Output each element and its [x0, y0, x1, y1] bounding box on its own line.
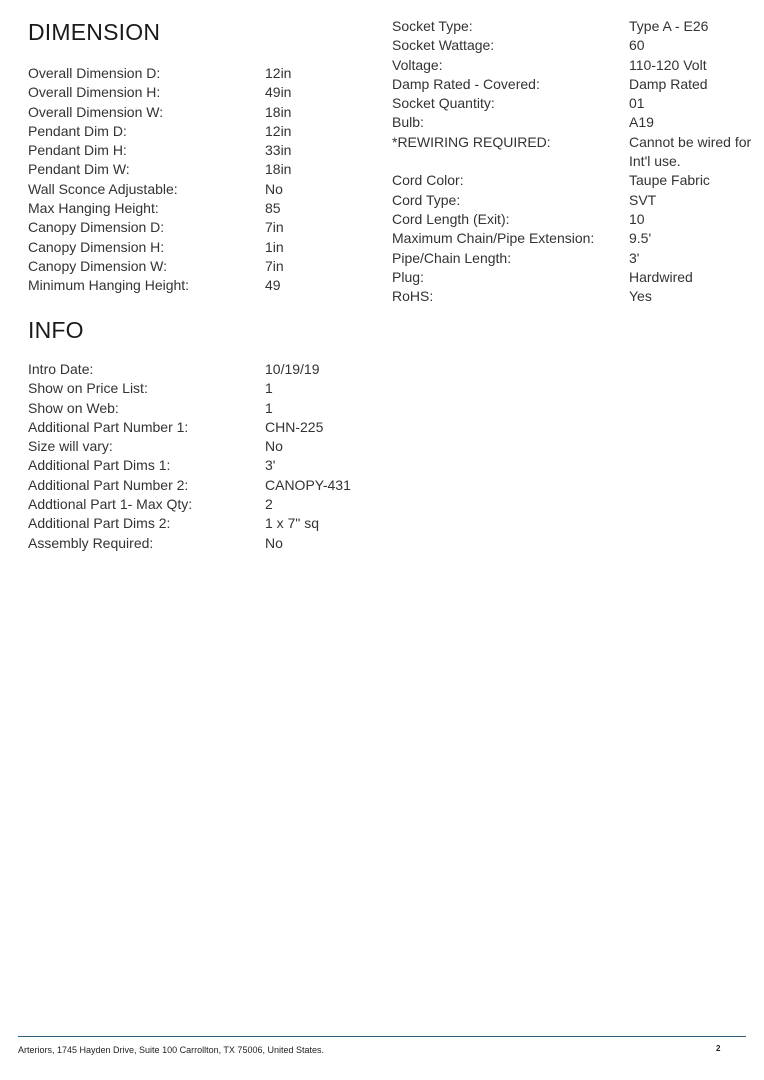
info-value: 10/19/19: [265, 361, 320, 377]
info-value: 1: [265, 380, 273, 397]
dimension-label: Pendant Dim D:: [28, 122, 127, 139]
info-row: [28, 514, 368, 533]
spec-row: [392, 56, 752, 75]
dimension-label: Max Hanging Height:: [28, 200, 159, 217]
info-heading: INFO: [28, 317, 84, 343]
spec-label: Bulb:: [392, 114, 424, 131]
dimension-value: 85: [265, 200, 281, 217]
dimension-row: [28, 276, 368, 295]
spec-row: [392, 191, 752, 210]
spec-label: Pipe/Chain Length:: [392, 249, 512, 266]
spec-label: RoHS:: [392, 288, 434, 305]
spec-label: Maximum Chain/Pipe Extension:: [392, 230, 595, 247]
info-value: CANOPY-431: [265, 476, 351, 493]
dimension-value: 49: [265, 277, 281, 294]
info-label: Intro Date:: [28, 361, 94, 377]
dimension-value: 12in: [265, 122, 292, 139]
spec-label: Plug:: [392, 268, 424, 285]
spec-label: Cord Color:: [392, 172, 464, 189]
info-row: [28, 534, 368, 553]
dimension-value: 12in: [265, 65, 292, 81]
spec-label: Cord Length (Exit):: [392, 210, 510, 227]
spec-value: Yes: [629, 288, 652, 305]
spec-value: 9.5': [629, 230, 652, 247]
dimension-label: Overall Dimension W:: [28, 103, 164, 120]
info-value: No: [265, 534, 283, 551]
spec-value: Hardwired: [629, 268, 693, 285]
dimension-label: Overall Dimension D:: [28, 65, 161, 81]
info-value: 1: [265, 399, 273, 416]
dimension-row: [28, 141, 368, 160]
info-row: [28, 418, 368, 437]
spec-row: [392, 249, 752, 268]
spec-label: Damp Rated - Covered:: [392, 75, 540, 92]
spec-label: *REWIRING REQUIRED:: [392, 133, 551, 150]
info-row: [28, 476, 368, 495]
dimension-value: 18in: [265, 161, 292, 178]
spec-row: [392, 268, 752, 287]
info-label: Addtional Part 1- Max Qty:: [28, 496, 193, 513]
info-value: No: [265, 438, 283, 455]
footer-divider: [18, 1036, 746, 1037]
dimension-row: [28, 64, 368, 83]
info-label: Additional Part Number 1:: [28, 418, 189, 435]
specs-list: [392, 17, 752, 306]
info-row: [28, 495, 368, 514]
spec-row: [392, 94, 752, 113]
dimension-label: Overall Dimension H:: [28, 84, 161, 101]
spec-row: [392, 113, 752, 132]
spec-row: [392, 133, 752, 172]
spec-value: 3': [629, 249, 640, 266]
info-label: Show on Price List:: [28, 380, 148, 397]
info-row: [28, 360, 368, 379]
spec-value: Taupe Fabric: [629, 172, 710, 189]
dimension-value: 7in: [265, 219, 284, 236]
spec-value: A19: [629, 114, 654, 131]
spec-label: Socket Wattage:: [392, 37, 495, 54]
spec-value: 110-120 Volt: [629, 56, 707, 73]
dimension-list: [28, 64, 368, 296]
spec-label: Voltage:: [392, 56, 443, 73]
dimension-value: No: [265, 180, 283, 197]
spec-value: 10: [629, 210, 645, 227]
info-row: [28, 379, 368, 398]
info-value: 2: [265, 496, 273, 513]
dimension-row: [28, 180, 368, 199]
right-column: [392, 17, 752, 306]
spec-value: 60: [629, 37, 645, 54]
dimension-value: 33in: [265, 142, 292, 159]
spec-label: Socket Quantity:: [392, 95, 495, 112]
spec-row: [392, 210, 752, 229]
spec-value: 01: [629, 95, 645, 112]
dimension-row: [28, 122, 368, 141]
dimension-row: [28, 218, 368, 237]
dimension-label: Minimum Hanging Height:: [28, 277, 190, 294]
info-row: [28, 437, 368, 456]
dimension-row: [28, 238, 368, 257]
info-list: [28, 360, 368, 553]
info-label: Size will vary:: [28, 438, 113, 455]
info-value: 1 x 7" sq: [265, 515, 319, 532]
dimension-label: Wall Sconce Adjustable:: [28, 180, 178, 197]
spec-value: Cannot be wired for Int'l use.: [629, 133, 752, 170]
footer-address: Arteriors, 1745 Hayden Drive, Suite 100 Carrollton, TX 75006, United States.: [18, 1045, 324, 1055]
dimension-row: [28, 160, 368, 179]
dimension-row: [28, 83, 368, 102]
info-row: [28, 456, 368, 475]
dimension-row: [28, 103, 368, 122]
info-value: CHN-225: [265, 418, 324, 435]
dimension-value: 49in: [265, 84, 292, 101]
dimension-value: 1in: [265, 238, 284, 255]
dimension-label: Pendant Dim W:: [28, 161, 130, 178]
info-label: Additional Part Dims 1:: [28, 457, 171, 474]
spec-value: Type A - E26: [629, 18, 709, 34]
dimension-value: 18in: [265, 103, 292, 120]
spec-row: [392, 229, 752, 248]
spec-row: [392, 75, 752, 94]
info-value: 3': [265, 457, 276, 474]
dimension-label: Canopy Dimension H:: [28, 238, 165, 255]
spec-value: Damp Rated: [629, 75, 708, 92]
dimension-value: 7in: [265, 257, 284, 274]
dimension-row: [28, 199, 368, 218]
info-label: Additional Part Dims 2:: [28, 515, 171, 532]
info-row: [28, 399, 368, 418]
spec-row: [392, 17, 752, 36]
spec-label: Socket Type:: [392, 18, 473, 34]
dimension-label: Pendant Dim H:: [28, 142, 127, 159]
page-number: 2: [716, 1044, 721, 1053]
info-label: Assembly Required:: [28, 534, 154, 551]
dimension-row: [28, 257, 368, 276]
spec-label: Cord Type:: [392, 191, 461, 208]
info-label: Show on Web:: [28, 399, 119, 416]
dimension-label: Canopy Dimension W:: [28, 257, 168, 274]
dimension-label: Canopy Dimension D:: [28, 219, 165, 236]
spec-row: [392, 287, 752, 306]
info-label: Additional Part Number 2:: [28, 476, 189, 493]
spec-value: SVT: [629, 191, 657, 208]
spec-row: [392, 171, 752, 190]
dimension-heading: DIMENSION: [28, 19, 161, 45]
spec-row: [392, 36, 752, 55]
